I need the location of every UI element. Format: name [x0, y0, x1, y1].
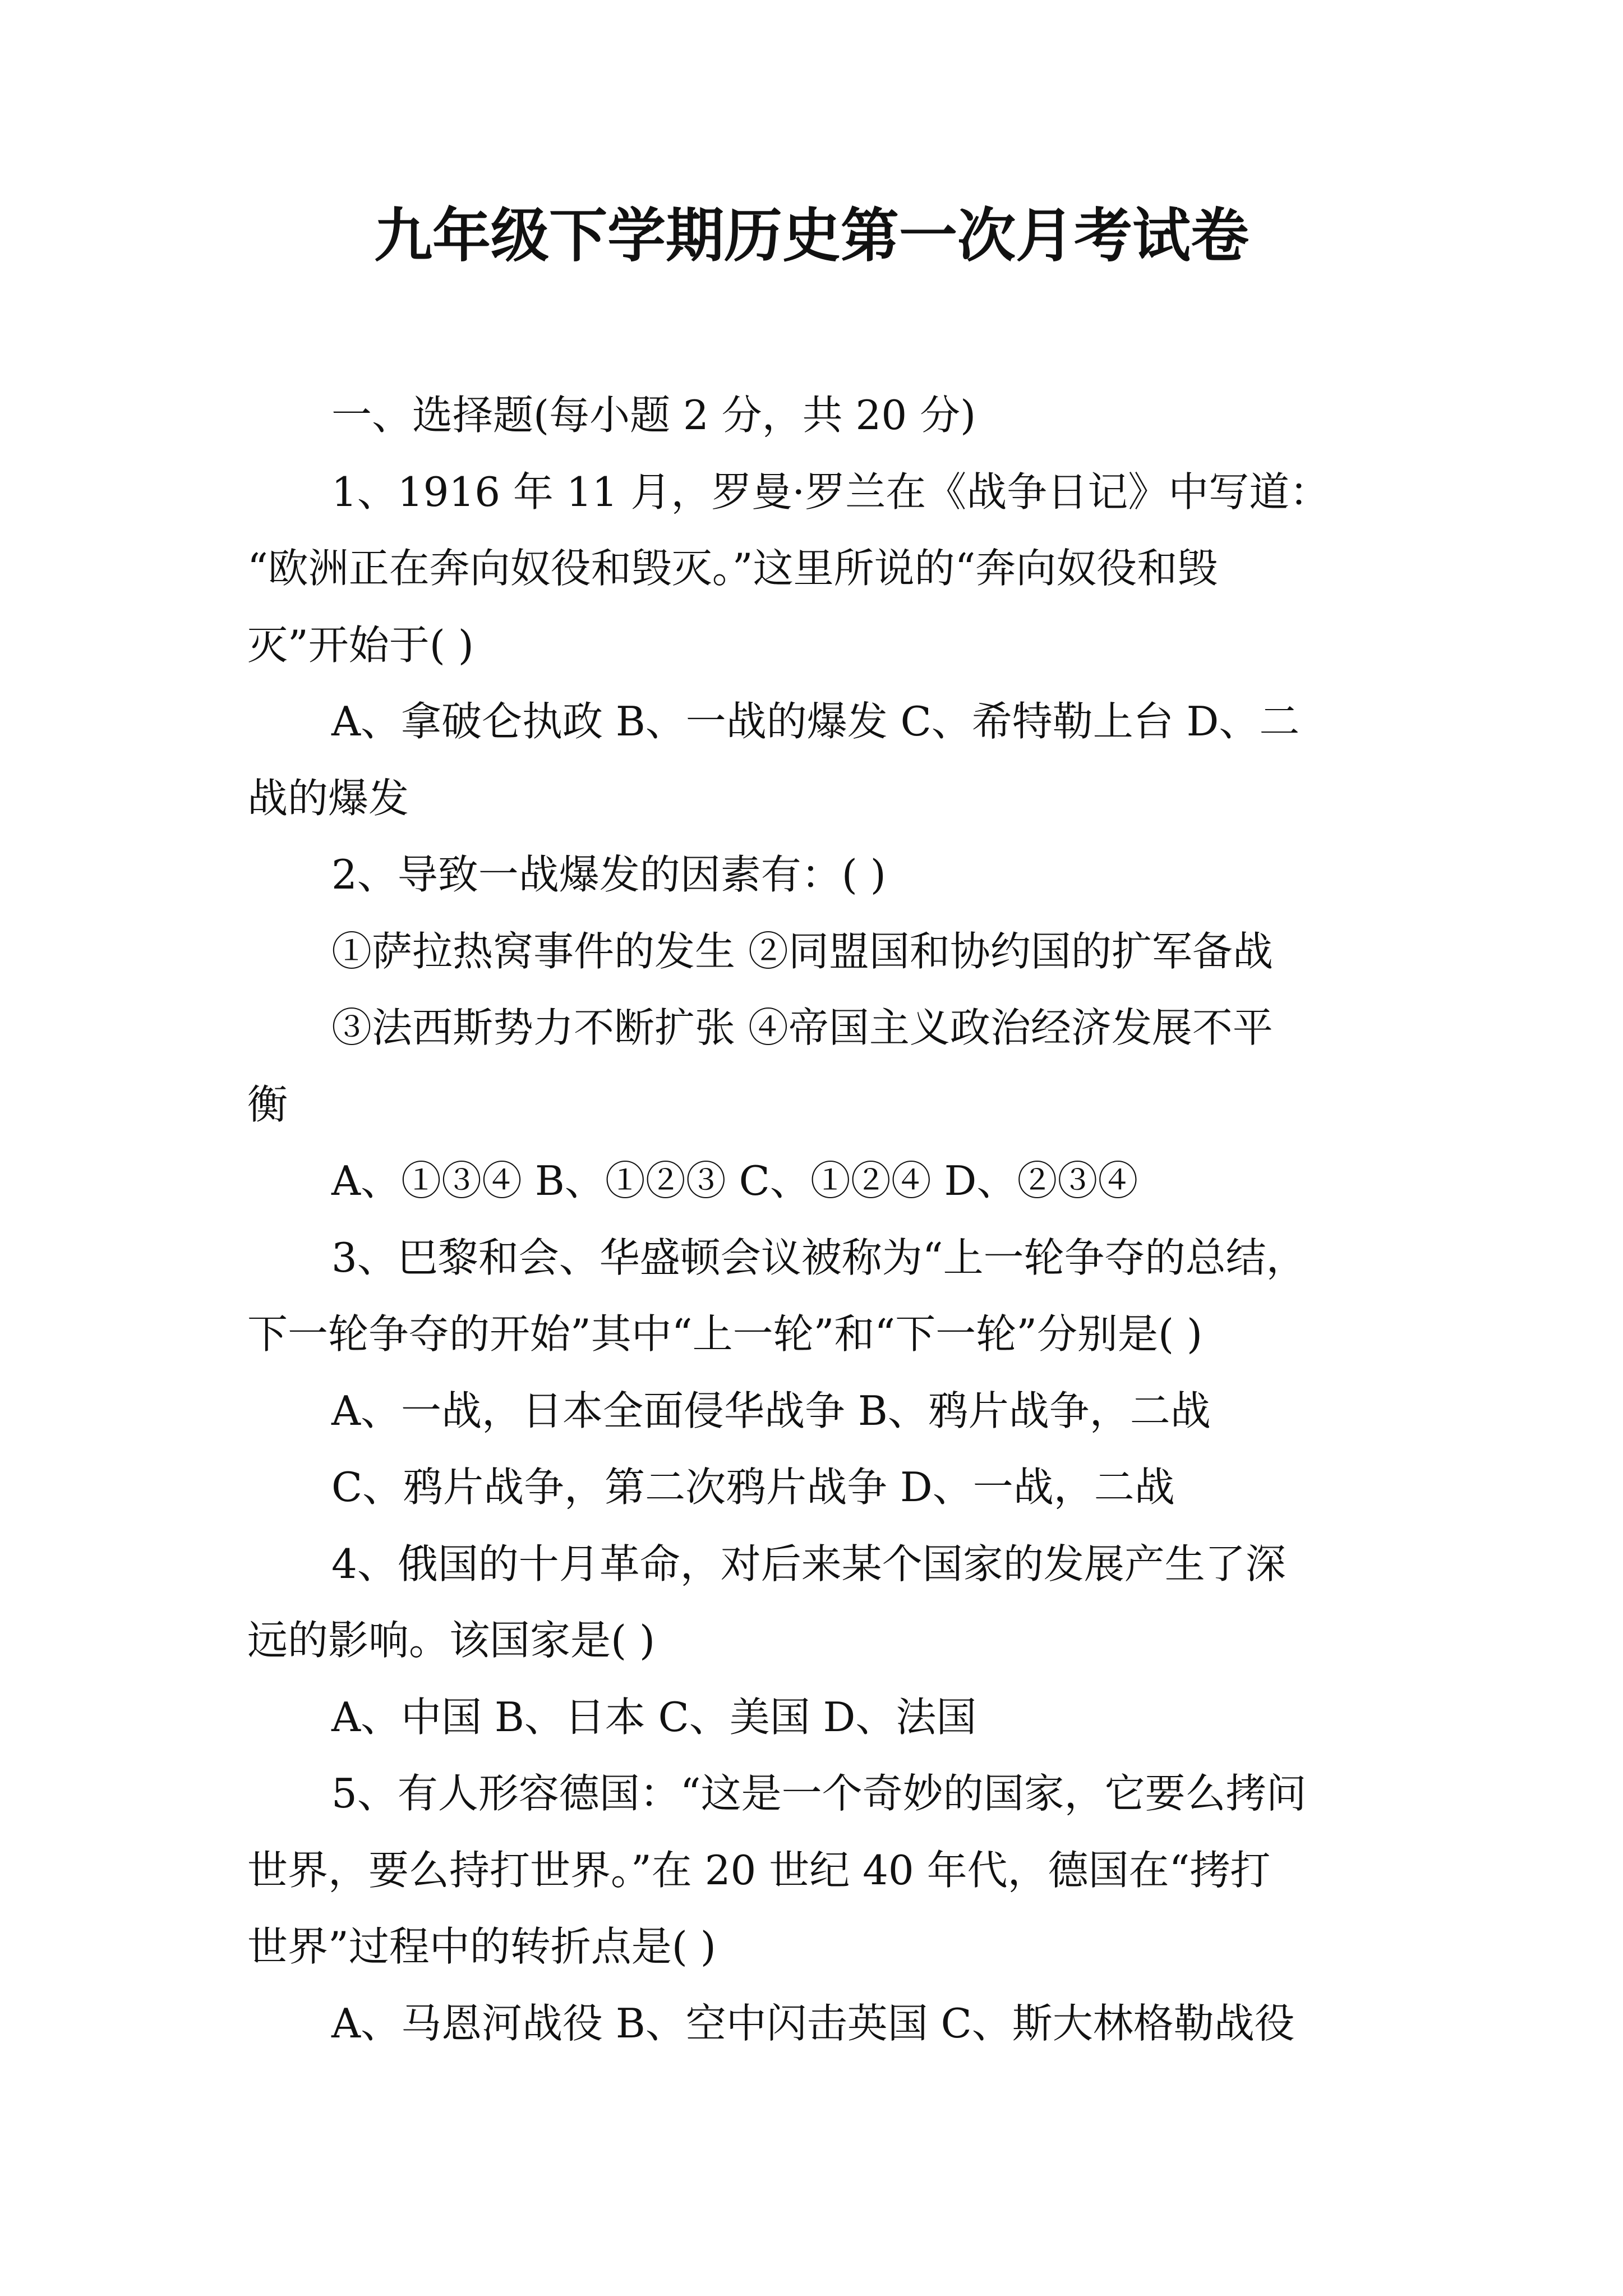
text-line: 4、俄国的十月革命，对后来某个国家的发展产生了深 — [331, 1540, 1286, 1588]
text-line: ③法西斯势力不断扩张 ④帝国主义政治经济发展不平 — [331, 1004, 1273, 1051]
text-line: 远的影响。该国家是( ) — [247, 1617, 656, 1664]
document-title: 九年级下学期历史第一次月考试卷 — [374, 201, 1249, 270]
text-line: 灭”开始于( ) — [247, 621, 474, 669]
text-line: A、中国 B、日本 C、美国 D、法国 — [331, 1693, 977, 1741]
text-line: 衡 — [247, 1080, 288, 1128]
text-line: A、一战，日本全面侵华战争 B、鸦片战争，二战 — [331, 1387, 1211, 1434]
text-line: A、①③④ B、①②③ C、①②④ D、②③④ — [331, 1157, 1138, 1204]
document-body — [247, 377, 1391, 2062]
text-line: A、拿破仑执政 B、一战的爆发 C、希特勒上台 D、二 — [331, 698, 1300, 745]
text-line: 下一轮争夺的开始”其中“上一轮”和“下一轮”分别是( ) — [247, 1310, 1203, 1358]
text-line: A、马恩河战役 B、空中闪击英国 C、斯大林格勒战役 — [331, 1999, 1295, 2047]
text-line: 1、1916 年 11 月，罗曼·罗兰在《战争日记》中写道： — [331, 468, 1330, 516]
text-line: 战的爆发 — [247, 774, 409, 822]
text-line: “欧洲正在奔向奴役和毁灭。”这里所说的“奔向奴役和毁 — [247, 545, 1218, 592]
text-line: C、鸦片战争，第二次鸦片战争 D、一战，二战 — [331, 1464, 1175, 1511]
text-line: 3、巴黎和会、华盛顿会议被称为“上一轮争夺的总结， — [331, 1234, 1307, 1281]
text-line: 5、有人形容德国：“这是一个奇妙的国家，它要么拷问 — [331, 1770, 1307, 1817]
text-line: 世界，要么持打世界。”在 20 世纪 40 年代，德国在“拷打 — [247, 1846, 1271, 1894]
text-line: 一、选择题(每小题 2 分，共 20 分) — [331, 392, 976, 439]
text-line: ①萨拉热窝事件的发生 ②同盟国和协约国的扩军备战 — [331, 927, 1273, 975]
text-line: 2、导致一战爆发的因素有：( ) — [331, 851, 886, 898]
text-line: 世界”过程中的转折点是( ) — [247, 1923, 716, 1970]
